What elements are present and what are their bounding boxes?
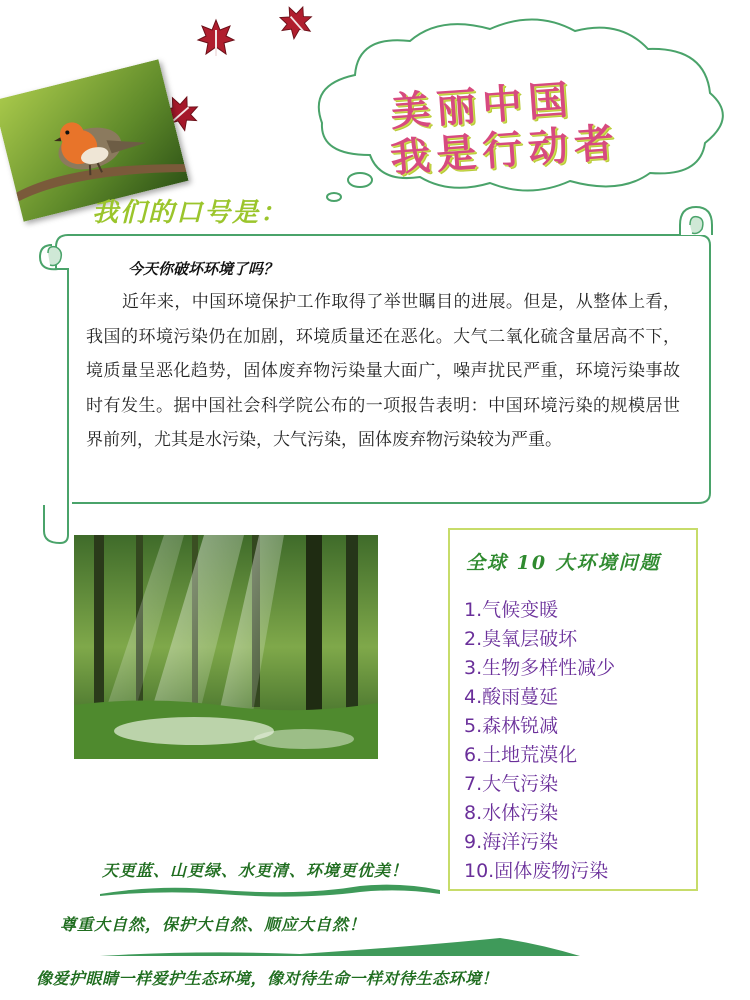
forest-photo	[74, 535, 378, 759]
list-item: 10.固体废物污染	[464, 860, 609, 882]
problems-list	[464, 596, 615, 886]
bottom-slogan: 天更蓝、山更绿、水更清、环境更优美！	[102, 861, 409, 880]
list-item: 3.生物多样性减少	[464, 657, 616, 679]
wave-divider	[0, 880, 440, 900]
list-item: 7.大气污染	[464, 773, 559, 795]
scroll-question: 今天你破坏环境了吗？	[128, 260, 279, 278]
list-item: 9.海洋污染	[464, 831, 559, 853]
slogan-heading: 我们的口号是：	[92, 198, 289, 228]
headline-cloud	[300, 5, 740, 205]
list-item: 8.水体污染	[464, 802, 559, 824]
list-item: 2.臭氧层破坏	[464, 628, 578, 650]
list-item: 6.土地荒漠化	[464, 744, 578, 766]
headline-line-1: 美丽中国	[388, 76, 576, 136]
list-item: 4.酸雨蔓延	[464, 686, 559, 708]
list-item: 1.气候变暖	[464, 599, 559, 621]
bottom-slogan: 像爱护眼睛一样爱护生态环境，像对待生命一样对待生态环境！	[36, 969, 499, 988]
maple-leaf-icon	[196, 18, 236, 58]
headline-line-2: 我是行动者	[388, 118, 622, 182]
wave-divider	[0, 936, 600, 960]
problems-title: 全球 10 大环境问题	[466, 552, 661, 574]
list-item: 5.森林锐减	[464, 715, 559, 737]
environment-problems-box	[448, 528, 698, 891]
bottom-slogan: 尊重大自然，保护大自然、顺应大自然！	[60, 915, 367, 934]
scroll-paragraph: 近年来，中国环境保护工作取得了举世瞩目的进展。但是，从整体上看，我国的环境污染仍在加剧，环境质量还在恶化。大气二氧化硫含量居高不下，境质量呈恶化趋势，固体废弃物污染量大面广，噪声扰民严重，环境污染事故时有发生。据中国社会科学院公布的一项报告表明：中国环境污染的规模居世界前列，尤其是水污染，大气污染，固体废弃物污染较为严重。	[86, 292, 680, 450]
